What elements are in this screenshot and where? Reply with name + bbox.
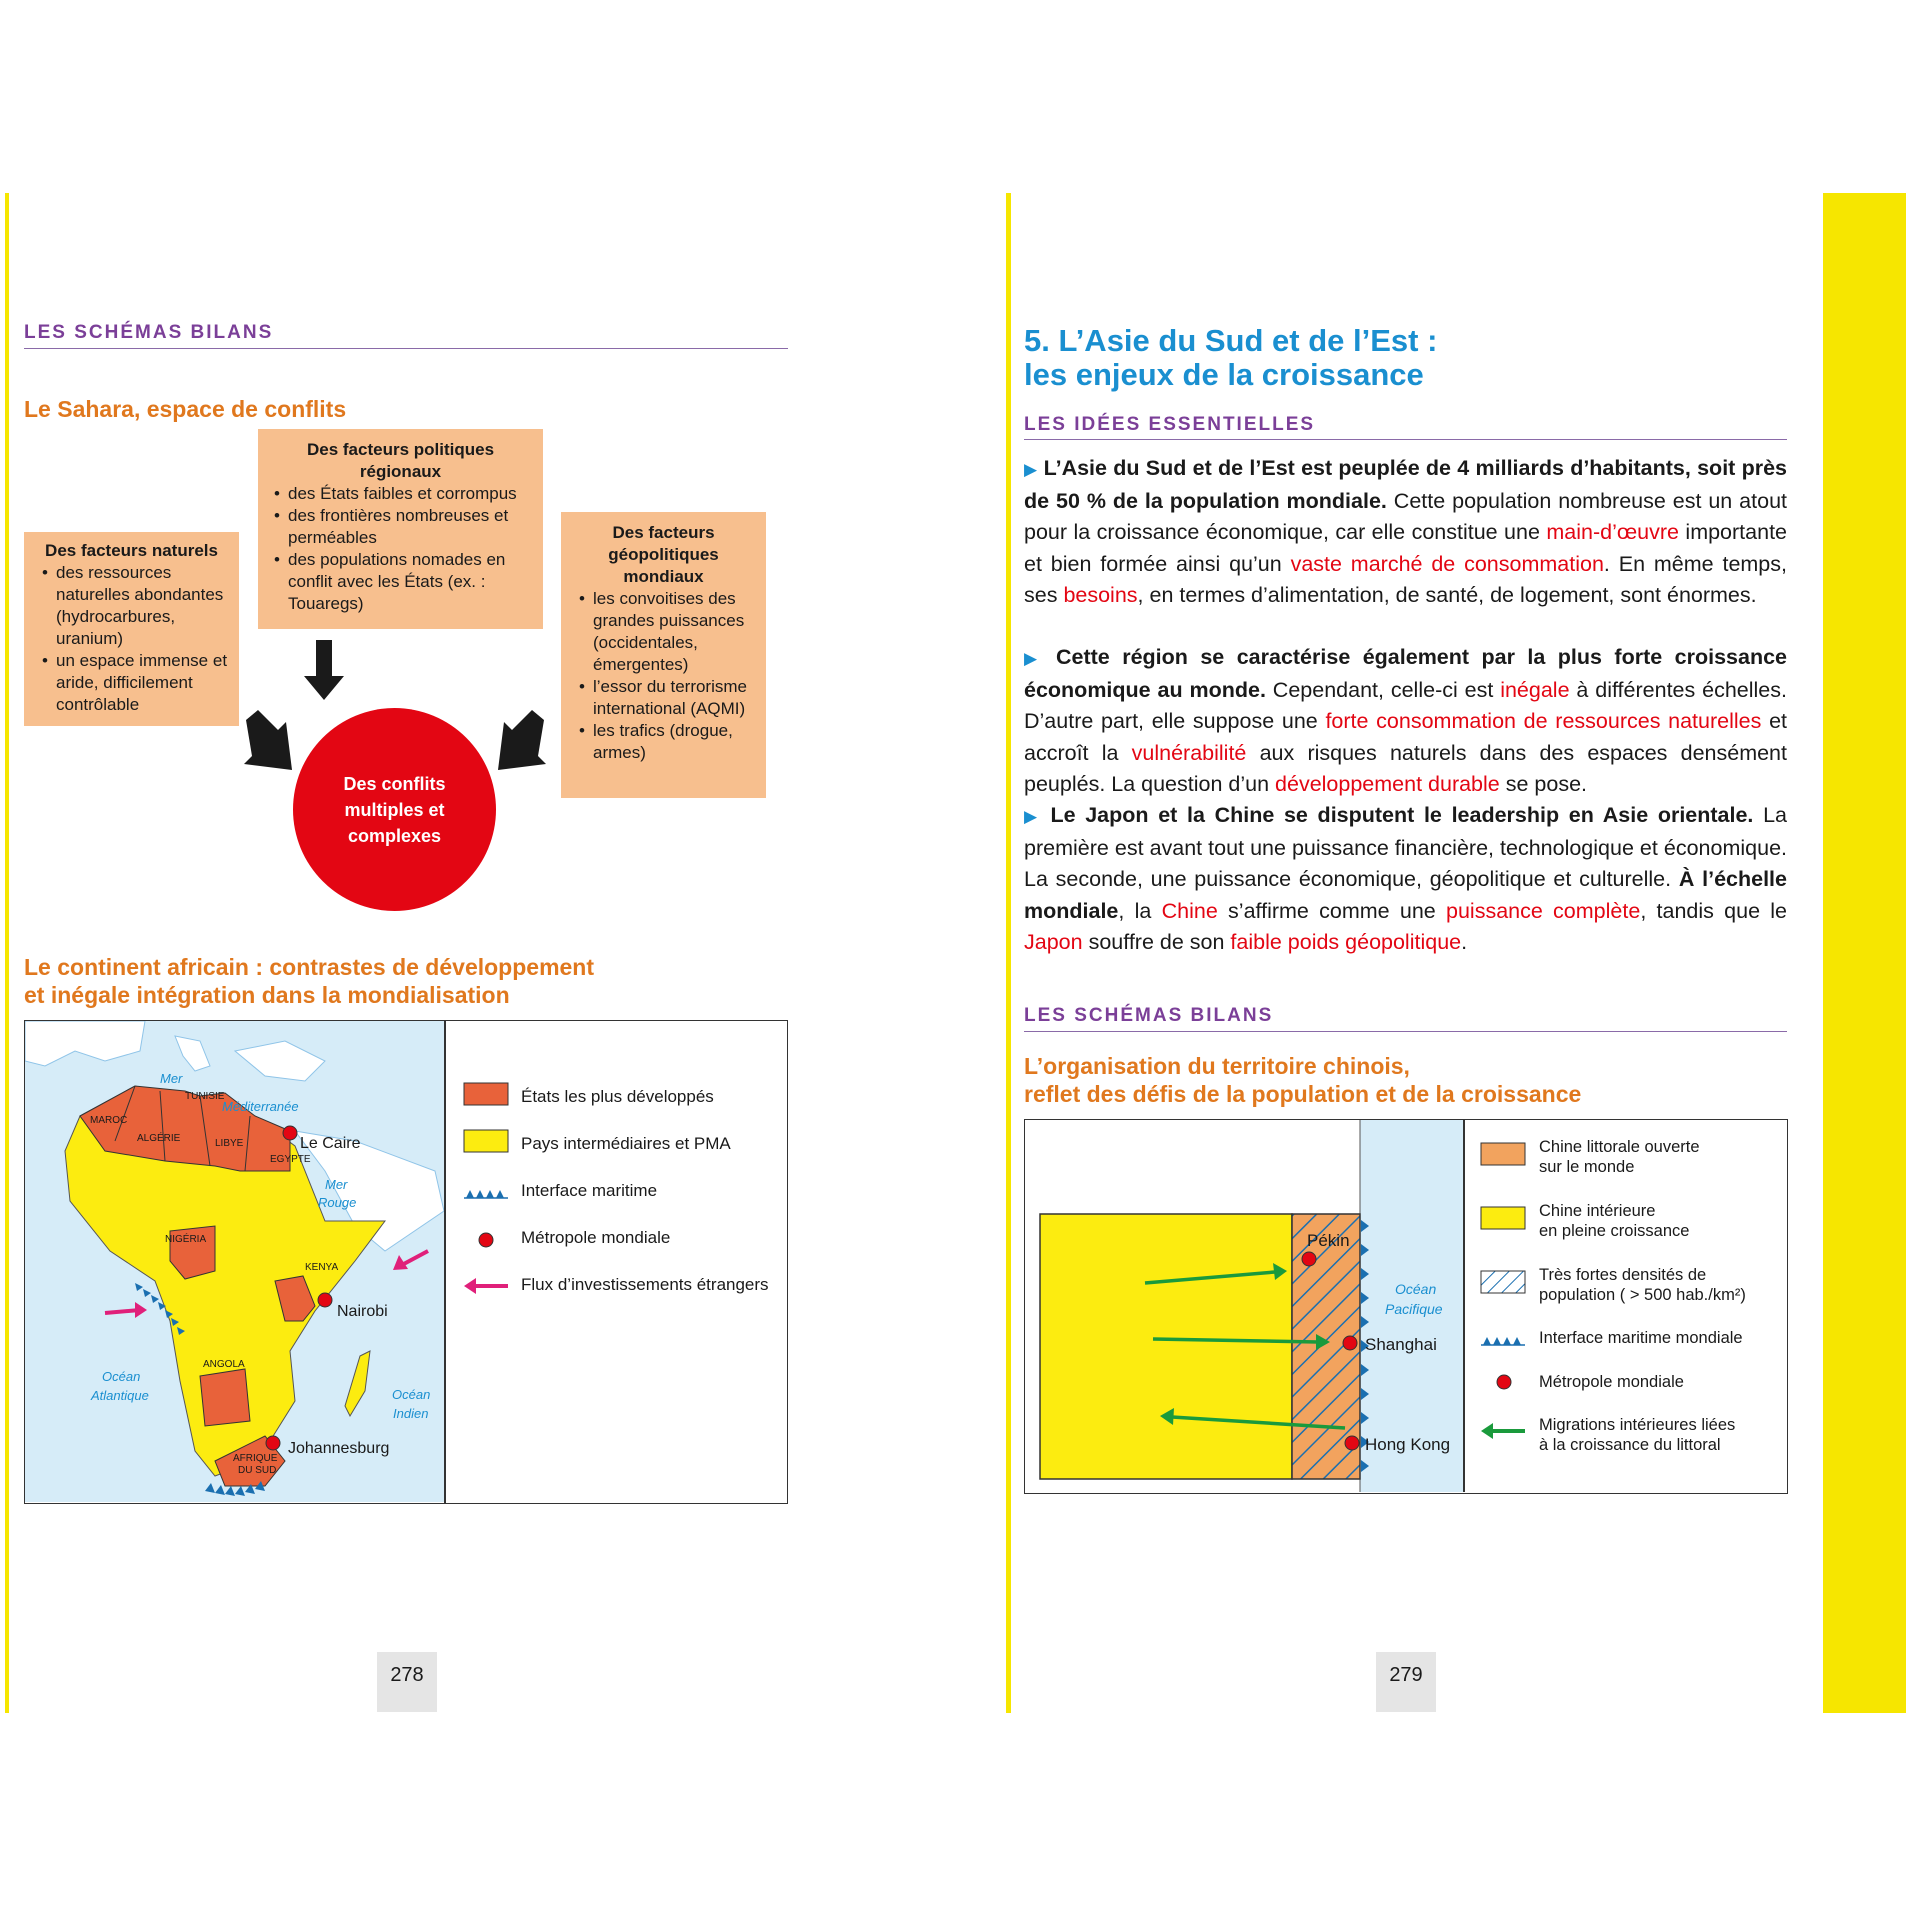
arrow-diagonal-right-icon [244,710,292,770]
box-geopolitical-item: • l’essor du terrorisme international (AQMI) [593,676,756,720]
china-legend-metropole: Métropole mondiale [1539,1373,1684,1391]
china-legend-migrations: Migrations intérieures liées à la croissance du littoral [1539,1416,1736,1454]
box-political-item: • des populations nomades en conflit avec les États (ex. : Touaregs) [288,549,535,615]
china-title-line2: reflet des défis de la population et de la croissance [1024,1081,1582,1107]
arrow-diagonal-left-icon [498,710,546,770]
sahara-title: Le Sahara, espace de conflits [24,396,347,422]
label-ocean-atlantique-1: Océan [102,1369,141,1384]
africa-title-line1: Le continent africain : contrastes de développement [24,954,595,980]
section-rule-left [24,348,788,349]
right-page-yellow-margin [1823,193,1906,1713]
label-kenya: KENYA [305,1262,339,1273]
box-geopolitical-item: • les convoitises des grandes puissances (occidentales, émergentes) [593,588,756,676]
label-ocean-indien-1: Océan [392,1387,431,1402]
label-pekin: Pékin [1307,1231,1350,1250]
box-geopolitical-factors [561,512,766,798]
box-political-factors [258,429,543,629]
angola-shape [200,1369,250,1426]
page-number-right: 279 [1376,1652,1436,1712]
label-maroc: MAROC [90,1115,128,1126]
label-ocean-atlantique-2: Atlantique [91,1388,149,1403]
label-nairobi: Nairobi [337,1303,388,1320]
label-mer: Mer [160,1071,183,1086]
legend-intermediate-swatch [464,1130,508,1152]
label-afrique-sud-2: DU SUD [238,1465,277,1476]
paragraph-leadership: ▶ Le Japon et la Chine se disputent le leadership en Asie orientale. La première est avant tout une puissance financière, technologique et économique. La seconde, une puissance économique, géopolitique et culturelle. À l’échelle mondiale, la Chine s’affirme comme une puissance complète, tandis que le Japon souffre de son faible poids géopolitique. [1024,803,1788,954]
label-nigeria: NIGÉRIA [165,1234,207,1245]
box-natural-factors [24,532,239,726]
right-page-yellow-border [1006,193,1011,1713]
china-legend-symbols [1475,1135,1535,1455]
label-shanghai: Shanghai [1365,1335,1437,1354]
label-tunisie: TUNISIE [185,1091,225,1102]
section-label-ideas: LES IDÉES ESSENTIELLES [1024,414,1316,435]
label-mer-rouge-2: Rouge [318,1195,357,1210]
paragraph-population: ▶ L’Asie du Sud et de l’Est est peuplée de 4 milliards d’habitants, soit près de 50 % de la population mondiale. Cette population nombreuse est un atout pour la croissance économique, car elle constitue une main-d’œuvre importante et bien formée ainsi qu’un vaste marché de consommation. En même temps, ses besoins, en termes d’alimentation, de santé, de logement, sont énormes. [1024,456,1788,607]
legend-maritime-interface-icon [464,1190,508,1198]
label-algerie: ALGÉRIE [137,1133,181,1144]
legend-fdi-arrow-icon [464,1278,508,1294]
legend-migration-arrow-icon [1481,1423,1525,1439]
page-number-left: 278 [377,1652,437,1712]
china-legend-density: Très fortes densités de population ( > 500 hab./km²) [1539,1266,1746,1304]
legend-density-swatch [1481,1271,1525,1293]
metropolis-nairobi [318,1293,332,1307]
africa-legend-symbols [460,1080,520,1300]
box-political-item: • des frontières nombreuses et perméables [288,505,535,549]
box-geopolitical-item: • les trafics (drogue, armes) [593,720,756,764]
box-natural-title: Des facteurs naturels [45,541,218,560]
africa-map [25,1021,444,1502]
section-label-schemas-left: LES SCHÉMAS BILANS [24,322,274,343]
label-ocean-pacifique-2: Pacifique [1385,1301,1443,1317]
box-natural-item: • un espace immense et aride, difficilement contrôlable [56,650,229,716]
metropolis-shanghai [1343,1336,1357,1350]
africa-map-divider [444,1021,446,1503]
label-le-caire: Le Caire [300,1135,361,1152]
legend-coastal-swatch [1481,1143,1525,1165]
paragraph-growth: ▶ Cette région se caractérise également par la plus forte croissance économique au monde. Cependant, celle-ci est inégale à différentes échelles. D’autre part, elle suppose une forte consommation de ressources naturelles et accroît la vulnérabilité aux risques naturels dans des espaces densément peuplés. La question d’un développement durable se pose. [1024,645,1788,796]
legend-developed-swatch [464,1083,508,1105]
legend-developed-label: États les plus développés [521,1087,714,1106]
metropolis-le-caire [283,1126,297,1140]
metropolis-hong-kong [1345,1436,1359,1450]
label-hong-kong: Hong Kong [1365,1435,1451,1454]
legend-intermediate-label: Pays intermédiaires et PMA [521,1134,731,1153]
metropolis-pekin [1302,1252,1316,1266]
box-geopolitical-title: Des facteurs géopolitiques mondiaux [608,523,719,586]
section-rule-schemas-right [1024,1031,1787,1032]
chapter-title-line1: 5. L’Asie du Sud et de l’Est : [1024,323,1438,358]
box-natural-item: • des ressources naturelles abondantes (hydrocarbures, uranium) [56,562,229,650]
conflicts-circle-label: Des conflits multiples et complexes [343,773,446,846]
china-legend-maritime: Interface maritime mondiale [1539,1329,1743,1347]
china-legend-coastal: Chine littorale ouverte sur le monde [1539,1138,1700,1176]
legend-maritime-interface-mondiale-icon [1481,1337,1525,1345]
legend-maritime-label: Interface maritime [521,1181,658,1200]
box-political-title: Des facteurs politiques régionaux [306,440,495,481]
label-ocean-pacifique-1: Océan [1395,1281,1437,1297]
label-egypte: EGYPTE [270,1154,311,1165]
label-libye: LIBYE [215,1138,244,1149]
section-label-schemas-right: LES SCHÉMAS BILANS [1024,1005,1274,1026]
chapter-title-line2: les enjeux de la croissance [1024,357,1424,392]
section-rule-ideas [1024,439,1787,440]
china-schema [1025,1120,1463,1492]
inland-china-area [1040,1214,1292,1479]
legend-metropolis-label: Métropole mondiale [521,1228,671,1247]
africa-title-line2: et inégale intégration dans la mondialisation [24,982,510,1008]
label-johannesburg: Johannesburg [288,1440,390,1457]
metropolis-johannesburg [266,1436,280,1450]
arrow-down-icon [304,640,344,700]
label-mer-rouge-1: Mer [325,1177,348,1192]
china-legend-divider [1463,1120,1465,1492]
box-political-item: • des États faibles et corrompus [288,483,535,505]
conflicts-circle [293,708,496,911]
label-mediterranee: Méditerranée [222,1099,299,1114]
label-afrique-sud-1: AFRIQUE [233,1453,278,1464]
china-title-line1: L’organisation du territoire chinois, [1024,1053,1410,1079]
legend-fdi-label: Flux d’investissements étrangers [521,1275,769,1294]
left-page-yellow-border [5,193,9,1713]
china-legend-inland: Chine intérieure en pleine croissance [1539,1202,1690,1240]
bullet-triangle-icon: ▶ [1024,649,1044,668]
bullet-triangle-icon: ▶ [1024,807,1041,826]
legend-inland-swatch [1481,1207,1525,1229]
label-ocean-indien-2: Indien [393,1406,429,1421]
label-angola: ANGOLA [203,1359,245,1370]
legend-metropolis-icon [479,1233,493,1247]
bullet-triangle-icon: ▶ [1024,460,1038,479]
legend-metropole-mondiale-icon [1497,1375,1511,1389]
